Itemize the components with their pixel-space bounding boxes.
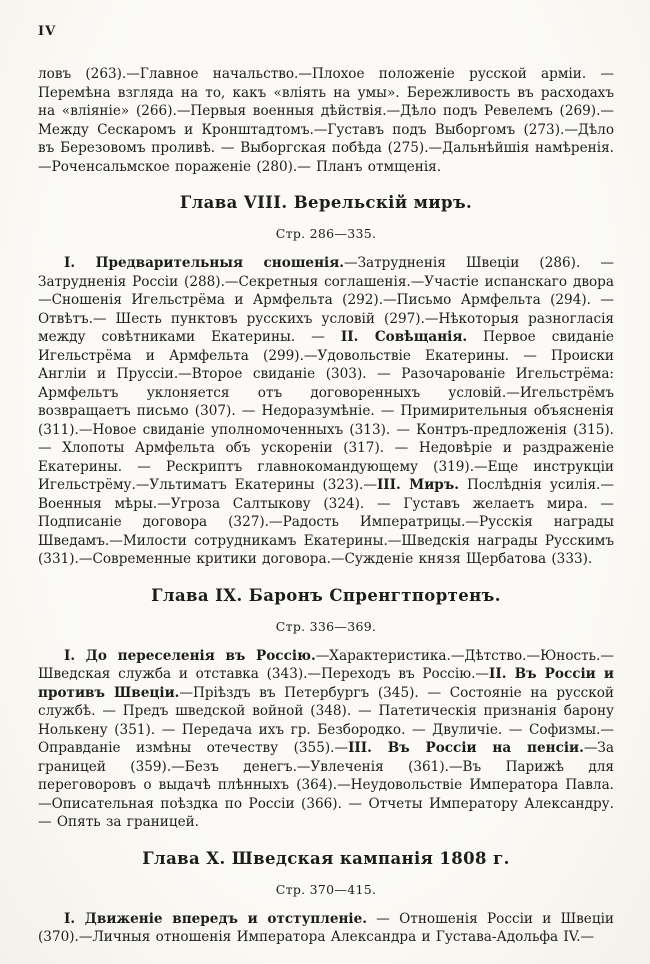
chapter-heading: Глава IX. Баронъ Спренгтпортенъ. (151, 585, 501, 605)
chapter-section-8 (38, 193, 614, 569)
chapter-section-9 (38, 586, 614, 832)
chapter-section-10 (38, 849, 614, 947)
chapter-heading: Глава VIII. Верельскій миръ. (179, 193, 473, 212)
chapter-summary: I. До переселенія въ Россію.—Характеристика.—Дѣтство.—Юность.— Шведская служба и отставка (343).—Переходъ въ Россію.—II. Въ Россіи и противъ Швеціи.—Пріѣздъ въ Петербургъ (345). — Состояніе на русской службѣ. — Предъ шведской войной (348). — Патетическія признанія барону Нолькену (351). — Передача ихъ гр. Безбородко. — Двуличіе. — Софизмы.—Оправданіе измѣны отечеству (355).—III. Въ Россіи на пенсіи.—За границей (359).—Безъ денегъ.—Увлеченія (361).—Въ Парижѣ для переговоровъ о выдачѣ плѣнныхъ (364).—Неудовольствіе Императора Павла.—Описательная поѣздка по Россіи (366). — Отчеты Императору Александру. — Опять за границей. (38, 647, 614, 830)
continuation-paragraph: ловъ (263).—Главное начальство.—Плохое положеніе русской арміи. — Перемѣна взгляда на то, какъ «вліять на умы». Бережливость въ расходахъ на «вліяніе» (266).—Первыя военныя дѣйствія.—Дѣло подъ Ревелемъ (269).—Между Сескаромъ и Кронштадтомъ.—Густавъ подъ Выборгомъ (273).—Дѣло въ Березовомъ проливѣ. — Выборгская побѣда (275).—Дальнѣйшія намѣренія.—Роченсальмское пораженіе (280).— Планъ отмщенія. (38, 66, 614, 175)
page-number: IV (38, 24, 57, 39)
chapter-summary: I. Движеніе впередъ и отступленіе. — Отношенія Россіи и Швеціи (370).—Личныя отношенія Императора Александра и Густава-Адольфа IV.— (38, 910, 614, 945)
chapter-summary: I. Предварительныя сношенія.—Затрудненія Швеціи (286). — Затрудненія Россіи (288).—Секретныя соглашенія.—Участіе испанскаго двора—Сношенія Игельстрёма и Армфельта (292).—Письмо Армфельта (294). — Отвѣтъ.— Шесть пунктовъ русскихъ условій (297).—Нѣкоторыя разногласія между совѣтниками Екатерины. — II. Совѣщанія. Первое свиданіе Игельстрёма и Армфельта (299).—Удовольствіе Екатерины. — Происки Англіи и Пруссіи.—Второе свиданіе (303). — Разочарованіе Игельстрёма: Армфельтъ уклоняется отъ договоренныхъ условій.—Игельстрёмъ возвращаетъ письмо (307). — Недоразумѣніе. — Примирительныя объясненія (311).—Новое свиданіе уполномоченныхъ (313). — Контръ-предложенія (315). — Хлопоты Армфельта объ ускореніи (317). — Недовѣріе и раздраженіе Екатерины. — Рескриптъ главнокомандующему (319).—Еще инструкціи Игельстрёму.—Ультиматъ Екатерины (323).—III. Миръ. Послѣднія усилія.—Военныя мѣры.—Угроза Салтыкову (324). — Густавъ желаетъ мира. — Подписаніе договора (327).—Радость Императрицы.—Русскія награды Шведамъ.—Милости сотрудникамъ Екатерины.—Шведскія награды Русскимъ (331).—Современные критики договора.—Сужденіе князя Щербатова (333). (38, 255, 614, 567)
chapter-page-range: Стр. 336—369. (275, 618, 377, 634)
chapter-heading: Глава X. Шведская кампанія 1808 г. (142, 848, 510, 868)
chapter-page-range: Стр. 286—335. (275, 226, 377, 241)
chapter-page-range: Стр. 370—415. (275, 881, 377, 897)
